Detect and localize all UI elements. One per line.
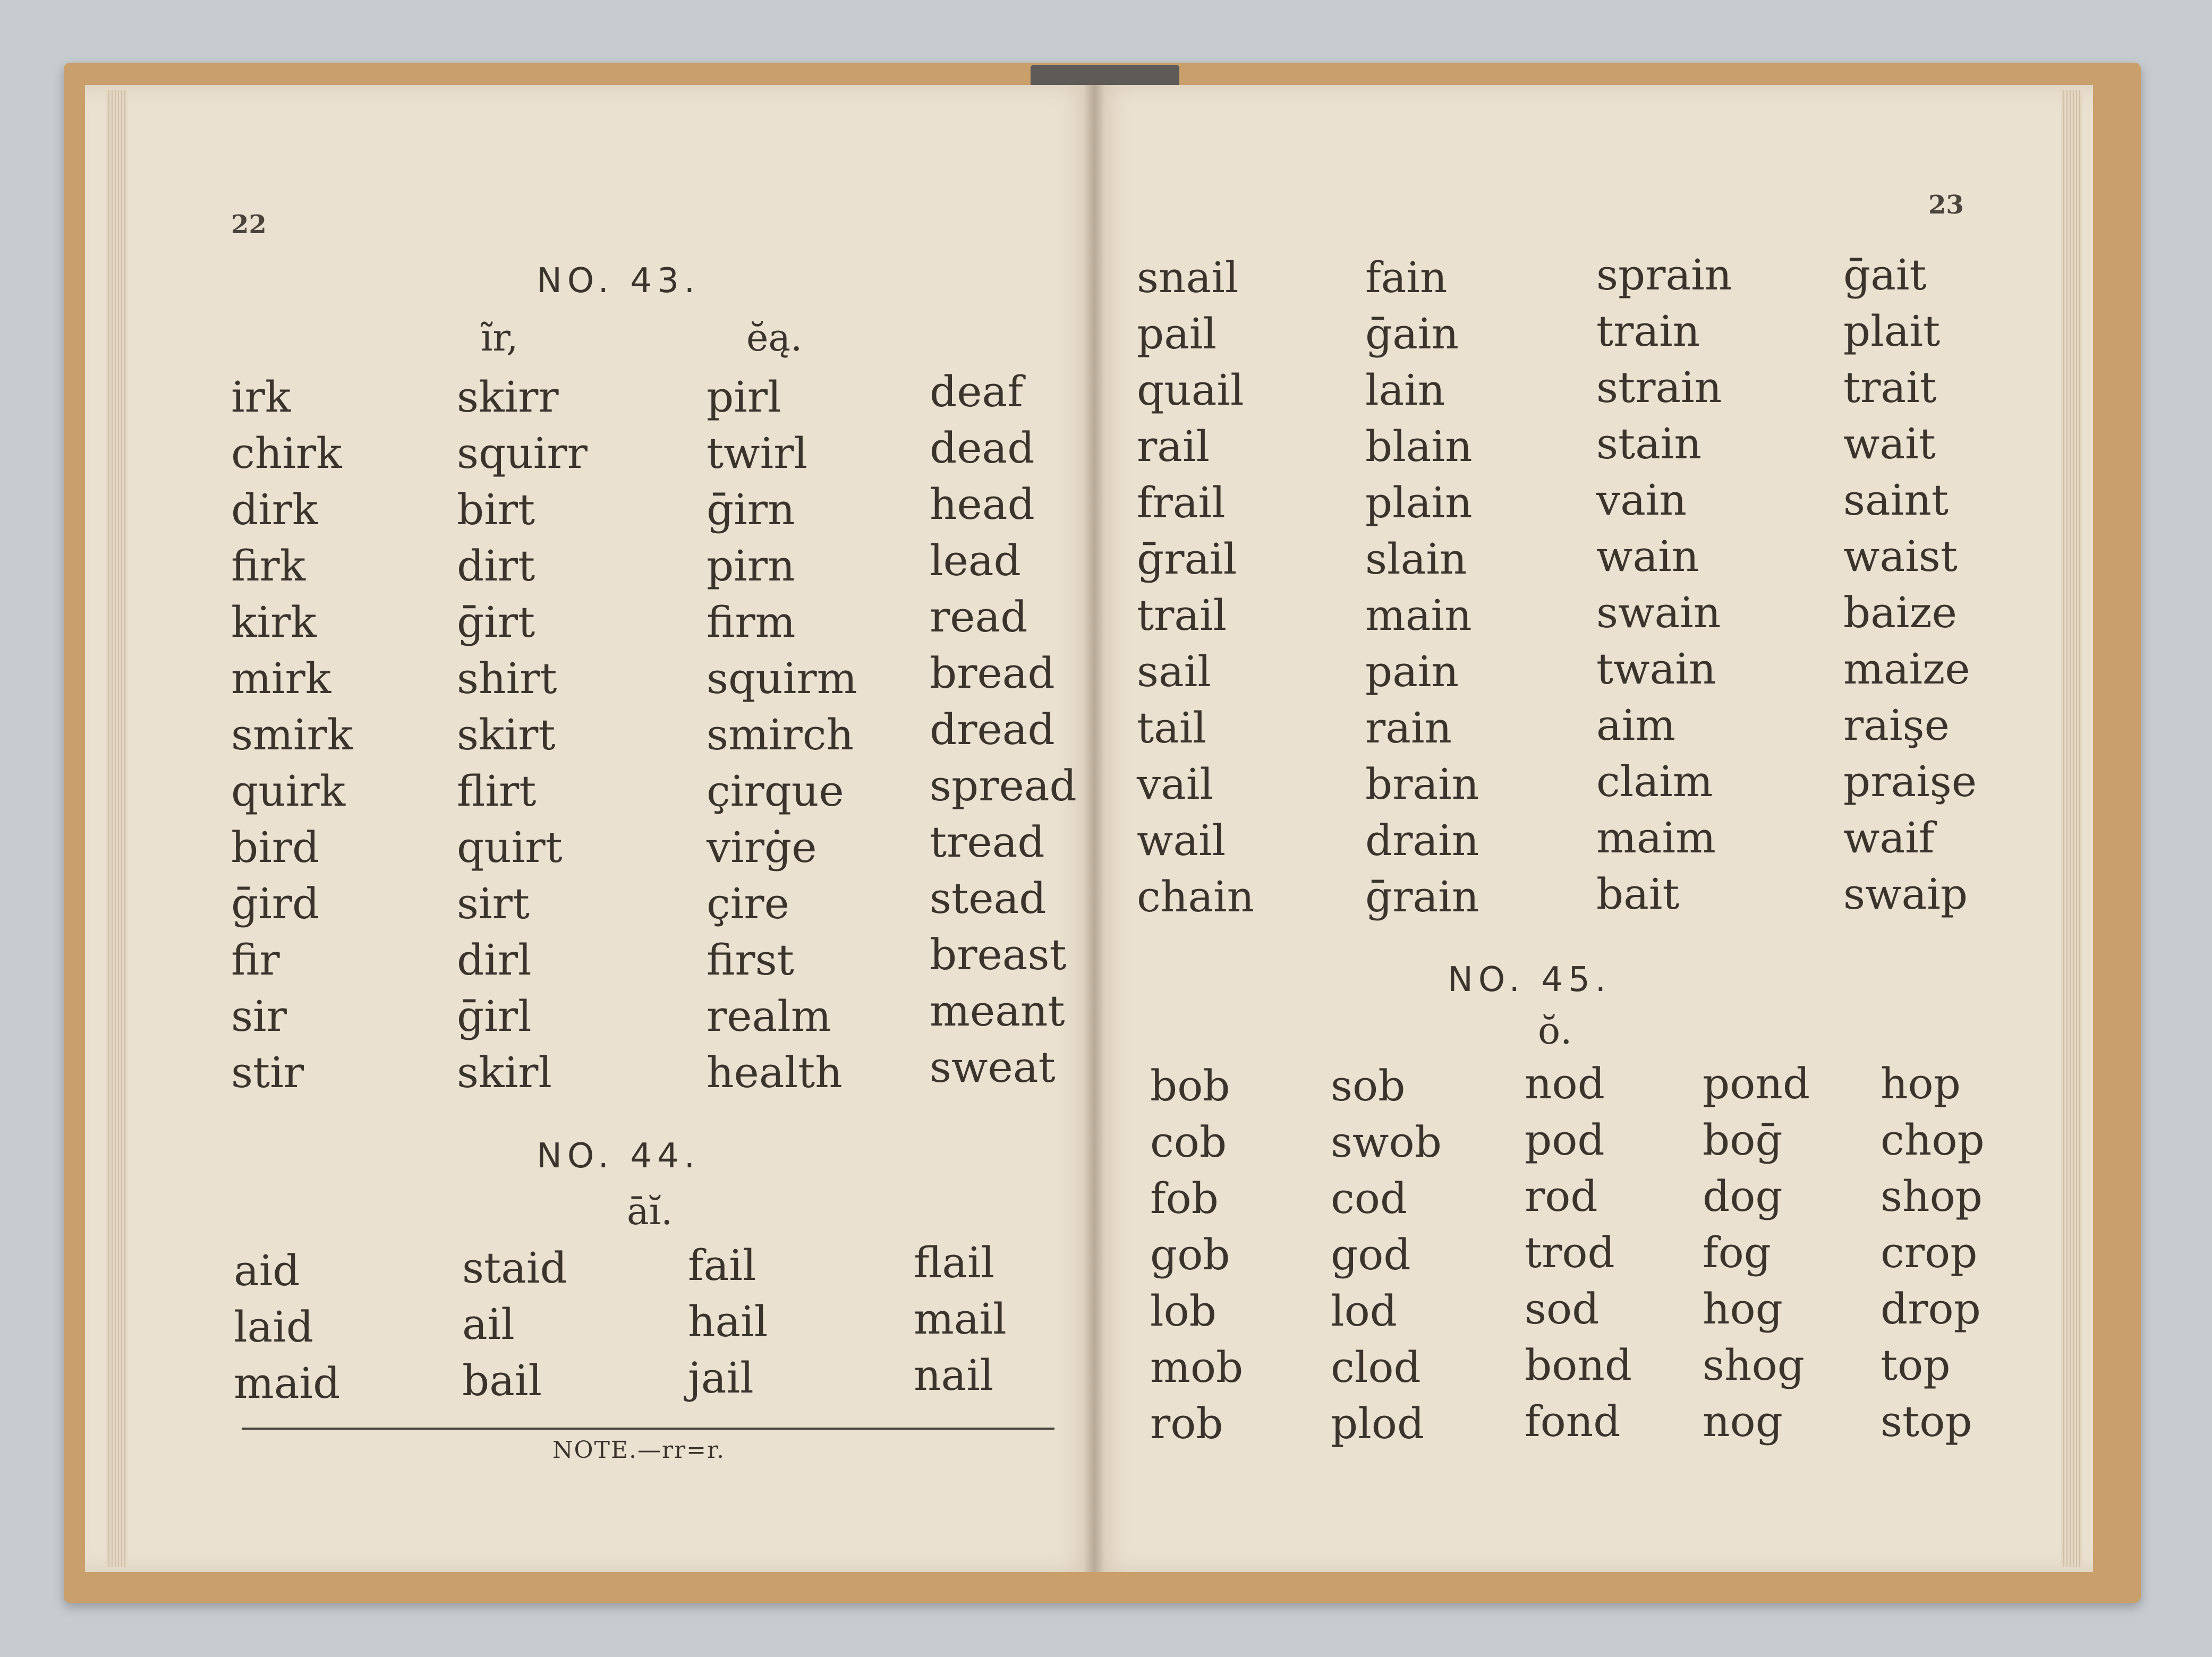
word: swob <box>1331 1117 1442 1167</box>
word: aid <box>234 1246 300 1295</box>
word: hop <box>1881 1059 1961 1108</box>
word: gob <box>1150 1230 1230 1279</box>
word: jail <box>688 1353 754 1403</box>
word: firk <box>231 541 306 591</box>
word: staid <box>462 1243 567 1293</box>
word: lob <box>1150 1286 1216 1336</box>
word-column-43-1 <box>231 369 353 1101</box>
word: aim <box>1596 701 1676 750</box>
word: fail <box>688 1241 756 1290</box>
word: vain <box>1596 475 1687 525</box>
word: swain <box>1596 588 1721 637</box>
word: sob <box>1331 1061 1406 1111</box>
word: ḡirt <box>457 597 535 647</box>
word: top <box>1881 1340 1951 1390</box>
word: health <box>707 1048 843 1097</box>
word-column-45-4 <box>1703 1056 1810 1450</box>
word-column-44-4 <box>914 1235 1007 1404</box>
word: ḡrain <box>1365 872 1479 921</box>
word: lod <box>1331 1286 1397 1336</box>
word: pod <box>1525 1115 1605 1165</box>
word: pail <box>1137 309 1217 358</box>
word: raişe <box>1843 701 1950 750</box>
word: fond <box>1525 1397 1621 1446</box>
word: shop <box>1881 1172 1983 1221</box>
word: realm <box>707 992 831 1041</box>
word-column-44-2 <box>462 1240 567 1409</box>
right-page-edges <box>2061 90 2082 1567</box>
word: ḡirn <box>707 485 795 534</box>
word: dog <box>1703 1172 1783 1221</box>
word-column-43-3 <box>707 369 857 1101</box>
word-column-43-4 <box>930 364 1077 1096</box>
word: pirl <box>707 372 781 422</box>
word: trail <box>1137 591 1227 640</box>
word: meant <box>930 986 1065 1036</box>
word-column-43-2 <box>457 369 588 1101</box>
word: swaip <box>1843 869 1968 919</box>
page-number-right: 23 <box>1928 190 1964 220</box>
word: sod <box>1525 1284 1600 1334</box>
word: claim <box>1596 757 1713 806</box>
word: squirm <box>707 654 857 703</box>
word: trait <box>1843 363 1937 412</box>
word: chirk <box>231 429 342 478</box>
word: wain <box>1596 532 1699 581</box>
word: maid <box>234 1359 341 1408</box>
word: plod <box>1331 1399 1425 1448</box>
word: dirk <box>231 485 318 534</box>
word: vail <box>1137 759 1214 809</box>
footnote: NOTE.—rr=r. <box>552 1437 726 1464</box>
word: ḡain <box>1365 309 1459 358</box>
word: mail <box>914 1294 1007 1344</box>
word: bob <box>1150 1061 1230 1111</box>
left-page-edges <box>106 90 127 1567</box>
word: bird <box>231 823 320 872</box>
word: blain <box>1365 422 1473 471</box>
word-column-ai-3 <box>1596 247 1732 923</box>
sound-label-ai: āĭ. <box>627 1190 673 1233</box>
word: deaf <box>930 367 1023 416</box>
word: ḡrail <box>1137 534 1237 584</box>
word: irk <box>231 372 291 422</box>
word-column-ai-1 <box>1137 250 1254 925</box>
word: ḡait <box>1843 250 1927 300</box>
word: baize <box>1843 588 1957 637</box>
word: lead <box>930 536 1021 585</box>
word: squirr <box>457 429 588 478</box>
word: rail <box>1137 422 1210 471</box>
word-column-ai-4 <box>1843 247 1977 923</box>
word: tread <box>930 817 1045 867</box>
word: plait <box>1843 306 1941 356</box>
word: snail <box>1137 253 1239 302</box>
word: sweat <box>930 1043 1056 1092</box>
word: quirk <box>231 766 346 816</box>
word: wail <box>1137 816 1226 865</box>
word: read <box>930 592 1028 642</box>
word: mirk <box>231 654 331 703</box>
word: tail <box>1137 703 1207 753</box>
word: chop <box>1881 1115 1985 1165</box>
word: dread <box>930 705 1055 754</box>
word: kirk <box>231 597 317 647</box>
word: quirt <box>457 823 563 872</box>
word: chain <box>1137 872 1255 921</box>
footnote-rule <box>242 1428 1054 1430</box>
word-column-ai-2 <box>1365 250 1479 925</box>
word: saint <box>1843 475 1949 525</box>
word: fir <box>231 935 280 985</box>
word: cod <box>1331 1174 1408 1223</box>
word: drop <box>1881 1284 1981 1334</box>
word: bread <box>930 648 1055 698</box>
word: virġe <box>707 823 817 872</box>
word: brain <box>1365 759 1479 809</box>
word: rain <box>1365 703 1452 753</box>
word: sail <box>1137 647 1211 696</box>
word: sir <box>231 992 287 1041</box>
word: dirt <box>457 541 535 591</box>
word: spread <box>930 761 1077 810</box>
word: lain <box>1365 365 1445 415</box>
word: twirl <box>707 429 808 478</box>
word: rob <box>1150 1399 1223 1448</box>
word: nod <box>1525 1059 1605 1108</box>
word: pirn <box>707 541 795 591</box>
word: bond <box>1525 1340 1632 1390</box>
word: maim <box>1596 813 1716 862</box>
word: mob <box>1150 1343 1244 1392</box>
word: smirk <box>231 710 353 759</box>
word-column-45-2 <box>1331 1058 1442 1452</box>
lesson-heading-45: NO. 45. <box>1448 960 1612 1000</box>
word: çire <box>707 879 789 928</box>
word: strain <box>1596 363 1722 412</box>
word: main <box>1365 591 1472 640</box>
word: cob <box>1150 1117 1227 1167</box>
word: praişe <box>1843 757 1977 806</box>
word: maize <box>1843 644 1970 694</box>
word: boḡ <box>1703 1115 1783 1165</box>
word-column-45-5 <box>1881 1056 1985 1450</box>
word: head <box>930 480 1035 529</box>
word: ail <box>462 1300 515 1349</box>
word: quail <box>1137 365 1244 415</box>
sound-label-ea: ĕą. <box>746 316 803 360</box>
word: flirt <box>457 766 537 816</box>
word: crop <box>1881 1228 1978 1277</box>
word: trod <box>1525 1228 1615 1277</box>
word: birt <box>457 485 535 534</box>
word: flail <box>914 1238 995 1287</box>
word: hail <box>688 1297 768 1346</box>
word: dead <box>930 423 1035 473</box>
lesson-heading-44: NO. 44. <box>537 1137 701 1176</box>
word: skirt <box>457 710 556 759</box>
sound-label-o: ŏ. <box>1538 1009 1572 1053</box>
page-number-left: 22 <box>231 210 267 240</box>
word: hog <box>1703 1284 1783 1334</box>
word: fog <box>1703 1228 1771 1277</box>
word-column-45-3 <box>1525 1056 1632 1450</box>
word: slain <box>1365 534 1467 584</box>
word: fain <box>1365 253 1448 302</box>
word: bail <box>462 1356 542 1405</box>
word: ḡird <box>231 879 320 928</box>
word: clod <box>1331 1343 1421 1392</box>
word: pond <box>1703 1059 1810 1108</box>
word: breast <box>930 930 1067 979</box>
word: plain <box>1365 478 1473 527</box>
word: firm <box>707 597 796 647</box>
word: nail <box>914 1351 994 1400</box>
word: drain <box>1365 816 1479 865</box>
word: stop <box>1881 1397 1972 1446</box>
word: bait <box>1596 869 1680 919</box>
word: waist <box>1843 532 1958 581</box>
sound-label-ir: ĩr, <box>481 316 518 360</box>
word: first <box>707 935 794 985</box>
word: nog <box>1703 1397 1783 1446</box>
word: wait <box>1843 419 1936 468</box>
word: waif <box>1843 813 1935 862</box>
word: ḡirl <box>457 992 532 1041</box>
word: god <box>1331 1230 1411 1279</box>
word: frail <box>1137 478 1226 527</box>
word: smirch <box>707 710 854 759</box>
word-column-45-1 <box>1150 1058 1243 1452</box>
word: çirque <box>707 766 844 816</box>
word: sirt <box>457 879 530 928</box>
word: fob <box>1150 1174 1219 1223</box>
word: stead <box>930 874 1047 923</box>
word: rod <box>1525 1172 1598 1221</box>
word: skirr <box>457 372 559 422</box>
word: pain <box>1365 647 1459 696</box>
lesson-heading-43: NO. 43. <box>537 261 701 301</box>
word: train <box>1596 306 1700 356</box>
word-column-44-1 <box>234 1243 340 1412</box>
word-column-44-3 <box>688 1237 768 1406</box>
word: dirl <box>457 935 532 985</box>
word: sprain <box>1596 250 1732 300</box>
word: stain <box>1596 419 1702 468</box>
word: shirt <box>457 654 557 703</box>
word: stir <box>231 1048 304 1097</box>
word: laid <box>234 1302 314 1352</box>
word: shog <box>1703 1340 1805 1390</box>
book-gutter <box>1084 85 1105 1572</box>
word: twain <box>1596 644 1716 694</box>
word: skirl <box>457 1048 552 1097</box>
